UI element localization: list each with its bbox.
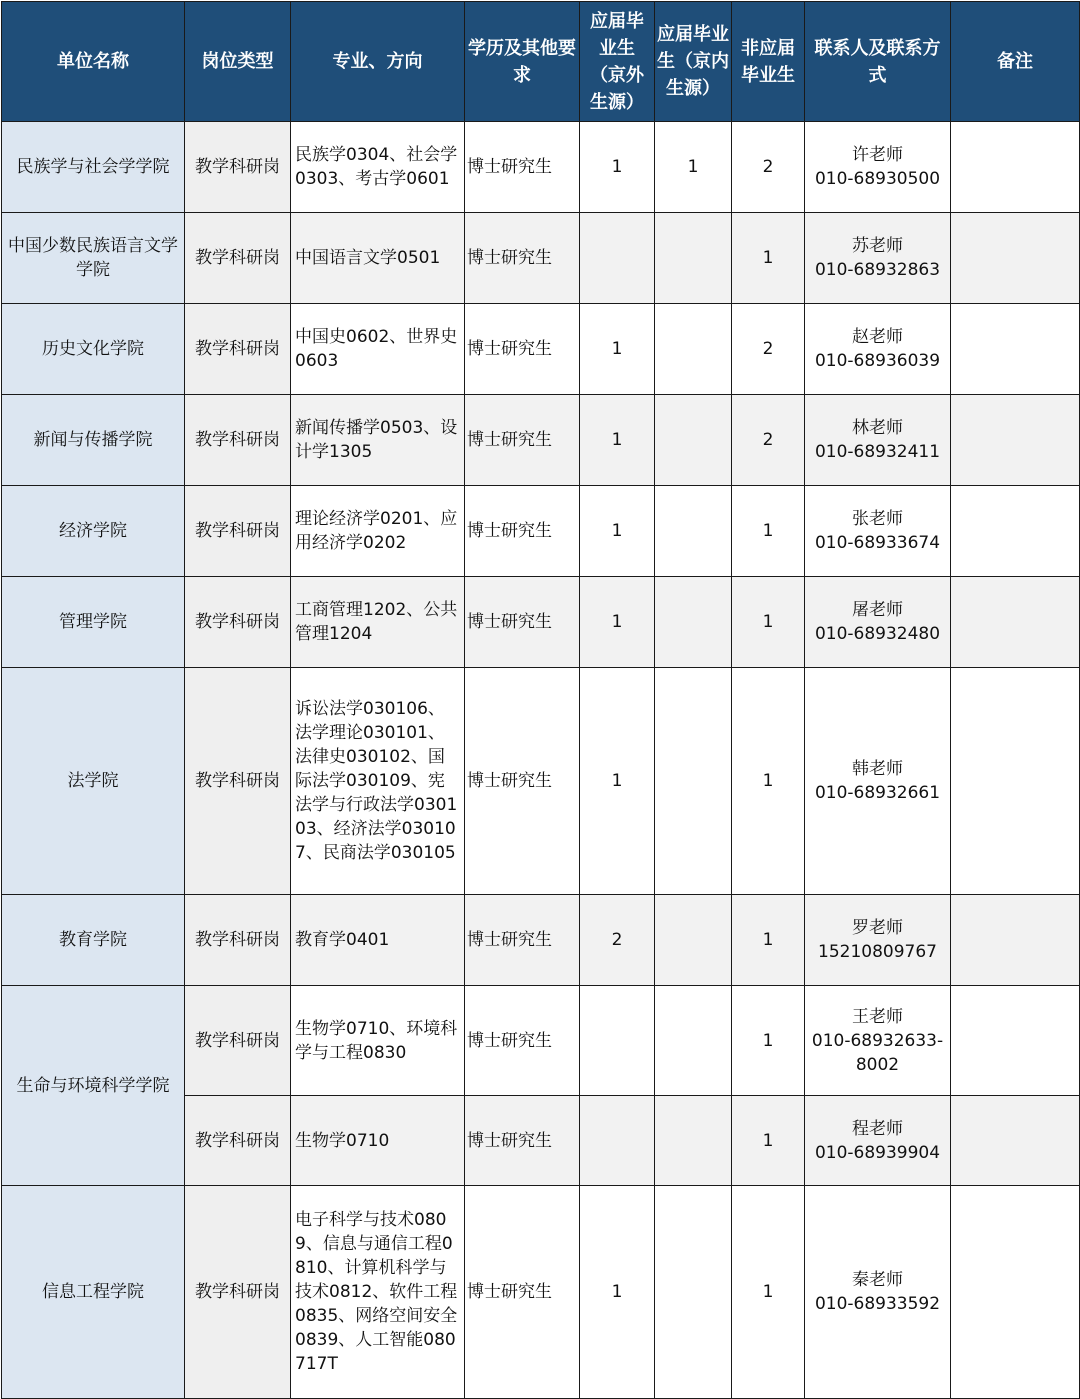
fresh-outside-cell: 1 bbox=[580, 395, 655, 486]
header-post-type: 岗位类型 bbox=[185, 2, 291, 122]
education-cell: 博士研究生 bbox=[465, 577, 580, 668]
contact-cell bbox=[805, 1096, 951, 1186]
note-cell bbox=[951, 986, 1080, 1096]
post-type-cell: 教学科研岗 bbox=[185, 395, 291, 486]
header-major: 专业、方向 bbox=[291, 2, 465, 122]
fresh-inside-cell bbox=[655, 213, 732, 304]
non-fresh-cell: 1 bbox=[732, 486, 805, 577]
education-cell: 博士研究生 bbox=[465, 213, 580, 304]
education-cell: 博士研究生 bbox=[465, 395, 580, 486]
fresh-inside-cell: 1 bbox=[655, 122, 732, 213]
fresh-inside-cell bbox=[655, 895, 732, 986]
header-row bbox=[2, 2, 1080, 122]
post-type-cell: 教学科研岗 bbox=[185, 486, 291, 577]
contact-name: 张老师 bbox=[852, 509, 903, 529]
contact-name: 韩老师 bbox=[852, 759, 903, 779]
fresh-outside-cell: 1 bbox=[580, 577, 655, 668]
non-fresh-cell: 2 bbox=[732, 122, 805, 213]
major-cell: 诉讼法学030106、法学理论030101、法律史030102、国际法学030109、宪法学与行政法学030103、经济法学030107、民商法学030105 bbox=[291, 668, 465, 895]
contact-cell bbox=[805, 122, 951, 213]
post-type-cell: 教学科研岗 bbox=[185, 304, 291, 395]
major-cell: 生物学0710、环境科学与工程0830 bbox=[291, 986, 465, 1096]
header-education: 学历及其他要求 bbox=[465, 2, 580, 122]
fresh-outside-cell: 1 bbox=[580, 668, 655, 895]
contact-phone: 010-68939904 bbox=[814, 1142, 941, 1163]
contact-phone: 010-68933674 bbox=[814, 533, 941, 553]
recruitment-table bbox=[1, 1, 1080, 1399]
non-fresh-cell: 1 bbox=[732, 1186, 805, 1399]
major-cell: 生物学0710 bbox=[291, 1096, 465, 1186]
contact-cell bbox=[805, 668, 951, 895]
fresh-outside-cell: 2 bbox=[580, 895, 655, 986]
table-body bbox=[2, 2, 1080, 1399]
header-note: 备注 bbox=[951, 2, 1080, 122]
contact-phone: 010-68930500 bbox=[814, 169, 941, 189]
post-type-cell: 教学科研岗 bbox=[185, 986, 291, 1096]
post-type-cell: 教学科研岗 bbox=[185, 122, 291, 213]
note-cell bbox=[951, 395, 1080, 486]
fresh-inside-cell bbox=[655, 304, 732, 395]
table-row bbox=[2, 122, 1080, 213]
unit-cell: 信息工程学院 bbox=[2, 1186, 185, 1399]
contact-cell bbox=[805, 304, 951, 395]
header-fresh-inside: 应届毕业生（京内生源） bbox=[655, 2, 732, 122]
major-cell: 中国史0602、世界史0603 bbox=[291, 304, 465, 395]
post-type-cell: 教学科研岗 bbox=[185, 213, 291, 304]
header-unit: 单位名称 bbox=[2, 2, 185, 122]
table-row bbox=[2, 668, 1080, 895]
post-type-cell: 教学科研岗 bbox=[185, 577, 291, 668]
non-fresh-cell: 2 bbox=[732, 304, 805, 395]
contact-phone: 010-68932633-8002 bbox=[811, 1030, 944, 1075]
post-type-cell: 教学科研岗 bbox=[185, 1096, 291, 1186]
contact-cell bbox=[805, 1186, 951, 1399]
contact-phone: 010-68932480 bbox=[814, 624, 941, 644]
table-row bbox=[2, 577, 1080, 668]
table-row bbox=[2, 486, 1080, 577]
note-cell bbox=[951, 486, 1080, 577]
contact-cell bbox=[805, 486, 951, 577]
education-cell: 博士研究生 bbox=[465, 1096, 580, 1186]
table-row bbox=[2, 986, 1080, 1096]
unit-cell: 新闻与传播学院 bbox=[2, 395, 185, 486]
fresh-outside-cell bbox=[580, 213, 655, 304]
non-fresh-cell: 1 bbox=[732, 577, 805, 668]
contact-cell bbox=[805, 986, 951, 1096]
contact-phone: 010-68932411 bbox=[814, 442, 941, 462]
unit-cell: 法学院 bbox=[2, 668, 185, 895]
contact-phone: 010-68932661 bbox=[814, 783, 941, 803]
contact-name: 苏老师 bbox=[852, 236, 903, 256]
table-row bbox=[2, 1186, 1080, 1399]
header-contact: 联系人及联系方式 bbox=[805, 2, 951, 122]
contact-phone: 010-68936039 bbox=[814, 351, 941, 371]
fresh-inside-cell bbox=[655, 577, 732, 668]
unit-cell: 管理学院 bbox=[2, 577, 185, 668]
note-cell bbox=[951, 1186, 1080, 1399]
contact-name: 赵老师 bbox=[852, 327, 903, 347]
header-non-fresh: 非应届毕业生 bbox=[732, 2, 805, 122]
education-cell: 博士研究生 bbox=[465, 304, 580, 395]
education-cell: 博士研究生 bbox=[465, 122, 580, 213]
contact-phone: 010-68932863 bbox=[814, 260, 941, 280]
note-cell bbox=[951, 895, 1080, 986]
non-fresh-cell: 1 bbox=[732, 213, 805, 304]
contact-name: 王老师 bbox=[852, 1006, 903, 1027]
major-cell: 民族学0304、社会学0303、考古学0601 bbox=[291, 122, 465, 213]
non-fresh-cell: 1 bbox=[732, 895, 805, 986]
fresh-outside-cell bbox=[580, 986, 655, 1096]
unit-cell: 历史文化学院 bbox=[2, 304, 185, 395]
table-row bbox=[2, 213, 1080, 304]
note-cell bbox=[951, 304, 1080, 395]
note-cell bbox=[951, 213, 1080, 304]
fresh-inside-cell bbox=[655, 668, 732, 895]
post-type-cell: 教学科研岗 bbox=[185, 1186, 291, 1399]
unit-cell: 教育学院 bbox=[2, 895, 185, 986]
contact-cell bbox=[805, 395, 951, 486]
major-cell: 理论经济学0201、应用经济学0202 bbox=[291, 486, 465, 577]
contact-name: 许老师 bbox=[852, 145, 903, 165]
contact-phone: 010-68933592 bbox=[814, 1294, 941, 1314]
fresh-inside-cell bbox=[655, 486, 732, 577]
contact-cell bbox=[805, 895, 951, 986]
unit-cell: 民族学与社会学学院 bbox=[2, 122, 185, 213]
major-cell: 教育学0401 bbox=[291, 895, 465, 986]
table-row bbox=[2, 895, 1080, 986]
fresh-inside-cell bbox=[655, 1186, 732, 1399]
unit-cell: 经济学院 bbox=[2, 486, 185, 577]
education-cell: 博士研究生 bbox=[465, 486, 580, 577]
major-cell: 电子科学与技术0809、信息与通信工程0810、计算机科学与技术0812、软件工程0835、网络空间安全0839、人工智能080717T bbox=[291, 1186, 465, 1399]
table-row bbox=[2, 395, 1080, 486]
contact-cell bbox=[805, 213, 951, 304]
table-row bbox=[2, 304, 1080, 395]
post-type-cell: 教学科研岗 bbox=[185, 668, 291, 895]
fresh-inside-cell bbox=[655, 1096, 732, 1186]
header-fresh-outside: 应届毕业生（京外生源） bbox=[580, 2, 655, 122]
major-cell: 工商管理1202、公共管理1204 bbox=[291, 577, 465, 668]
note-cell bbox=[951, 668, 1080, 895]
education-cell: 博士研究生 bbox=[465, 895, 580, 986]
contact-name: 秦老师 bbox=[852, 1270, 903, 1290]
non-fresh-cell: 1 bbox=[732, 986, 805, 1096]
major-cell: 新闻传播学0503、设计学1305 bbox=[291, 395, 465, 486]
non-fresh-cell: 2 bbox=[732, 395, 805, 486]
unit-cell: 生命与环境科学学院 bbox=[2, 986, 185, 1186]
fresh-inside-cell bbox=[655, 986, 732, 1096]
fresh-outside-cell bbox=[580, 1096, 655, 1186]
note-cell bbox=[951, 577, 1080, 668]
note-cell bbox=[951, 1096, 1080, 1186]
contact-name: 屠老师 bbox=[852, 600, 903, 620]
contact-phone: 15210809767 bbox=[818, 942, 937, 962]
fresh-outside-cell: 1 bbox=[580, 122, 655, 213]
note-cell bbox=[951, 122, 1080, 213]
contact-name: 罗老师 bbox=[852, 918, 903, 938]
fresh-outside-cell: 1 bbox=[580, 304, 655, 395]
non-fresh-cell: 1 bbox=[732, 1096, 805, 1186]
fresh-inside-cell bbox=[655, 395, 732, 486]
non-fresh-cell: 1 bbox=[732, 668, 805, 895]
major-cell: 中国语言文学0501 bbox=[291, 213, 465, 304]
fresh-outside-cell: 1 bbox=[580, 486, 655, 577]
post-type-cell: 教学科研岗 bbox=[185, 895, 291, 986]
education-cell: 博士研究生 bbox=[465, 986, 580, 1096]
contact-name: 林老师 bbox=[852, 418, 903, 438]
unit-cell: 中国少数民族语言文学学院 bbox=[2, 213, 185, 304]
education-cell: 博士研究生 bbox=[465, 1186, 580, 1399]
fresh-outside-cell: 1 bbox=[580, 1186, 655, 1399]
contact-cell bbox=[805, 577, 951, 668]
education-cell: 博士研究生 bbox=[465, 668, 580, 895]
contact-name: 程老师 bbox=[852, 1118, 903, 1139]
